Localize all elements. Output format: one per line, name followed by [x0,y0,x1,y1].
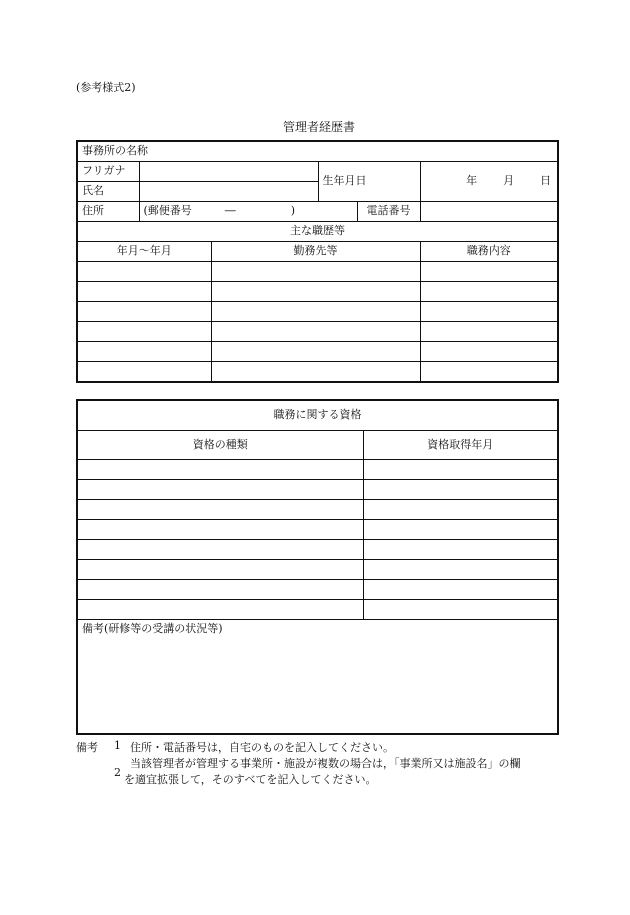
career-row [77,282,558,302]
qualification-row [77,580,558,600]
career-col-employer: 勤務先等 [211,242,420,262]
career-duties-cell[interactable] [420,262,558,282]
date-day: 日 [540,174,552,188]
date-month: 月 [503,174,515,188]
document-title: 管理者経歴書 [283,120,356,134]
qualification-type-cell[interactable] [77,460,363,480]
qualification-type-cell[interactable] [77,500,363,520]
qualification-table [76,399,559,735]
phone-label: 電話番号 [357,202,420,222]
qualification-date-cell[interactable] [363,600,558,620]
career-employer-cell[interactable] [211,342,420,362]
qualification-date-cell[interactable] [363,560,558,580]
qualification-date-cell[interactable] [363,540,558,560]
career-duties-cell[interactable] [420,322,558,342]
career-col-duties: 職務内容 [420,242,558,262]
qualification-date-cell[interactable] [363,520,558,540]
career-employer-cell[interactable] [211,302,420,322]
career-period-cell[interactable] [77,322,211,342]
qualification-row [77,460,558,480]
address-label: 住所 [77,202,139,222]
career-col-period: 年月～年月 [77,242,211,262]
note-2-text-line1: 当該管理者が管理する事業所・施設が複数の場合は，「事業所又は施設名」の欄 [130,757,521,770]
qualification-date-cell[interactable] [363,480,558,500]
name-field[interactable] [139,182,318,202]
note-2-number: 2 [114,766,121,779]
career-period-cell[interactable] [77,342,211,362]
phone-field[interactable] [420,202,558,222]
career-heading: 主な職歴等 [77,222,558,242]
career-row [77,322,558,342]
qualification-date-cell[interactable] [363,580,558,600]
qualification-date-cell[interactable] [363,500,558,520]
career-period-cell[interactable] [77,302,211,322]
qualification-heading: 職務に関する資格 [77,400,558,431]
career-period-cell[interactable] [77,362,211,383]
qualification-col-date: 資格取得年月 [363,431,558,460]
qualification-type-cell[interactable] [77,520,363,540]
remarks-label: 備考(研修等の受講の状況等) [82,622,223,635]
note-1-text: 住所・電話番号は，自宅のものを記入してください。 [130,741,394,754]
career-duties-cell[interactable] [420,362,558,383]
birthdate-field[interactable] [420,162,558,202]
furigana-field[interactable] [139,162,318,182]
career-row [77,302,558,322]
qualification-row [77,540,558,560]
qualification-row [77,600,558,620]
career-duties-cell[interactable] [420,342,558,362]
form-id: (参考様式2) [76,81,136,94]
office-name-label: 事務所の名称 [77,141,558,162]
qualification-type-cell[interactable] [77,540,363,560]
qualification-row [77,520,558,540]
notes-prefix: 備考 [76,741,98,754]
qualification-row [77,500,558,520]
career-table [76,140,559,383]
address-field[interactable]: (郵便番号 ― ) [139,202,357,222]
career-period-cell[interactable] [77,262,211,282]
note-2-text-line2: を適宜拡張して，そのすべてを記入してください。 [124,773,377,786]
career-row [77,262,558,282]
qualification-date-cell[interactable] [363,460,558,480]
date-year: 年 [466,174,478,188]
career-employer-cell[interactable] [211,322,420,342]
career-period-cell[interactable] [77,282,211,302]
qualification-type-cell[interactable] [77,480,363,500]
qualification-type-cell[interactable] [77,560,363,580]
career-employer-cell[interactable] [211,282,420,302]
career-duties-cell[interactable] [420,282,558,302]
career-employer-cell[interactable] [211,362,420,383]
qualification-type-cell[interactable] [77,600,363,620]
qualification-type-cell[interactable] [77,580,363,600]
qualification-col-type: 資格の種類 [77,431,363,460]
name-label: 氏名 [77,182,139,202]
birthdate-label: 生年月日 [318,162,420,202]
remarks-field[interactable] [77,620,558,735]
career-duties-cell[interactable] [420,302,558,322]
qualification-row [77,480,558,500]
career-employer-cell[interactable] [211,262,420,282]
furigana-label: フリガナ [77,162,139,182]
qualification-row [77,560,558,580]
career-row [77,362,558,383]
career-row [77,342,558,362]
note-1-number: 1 [114,739,121,752]
